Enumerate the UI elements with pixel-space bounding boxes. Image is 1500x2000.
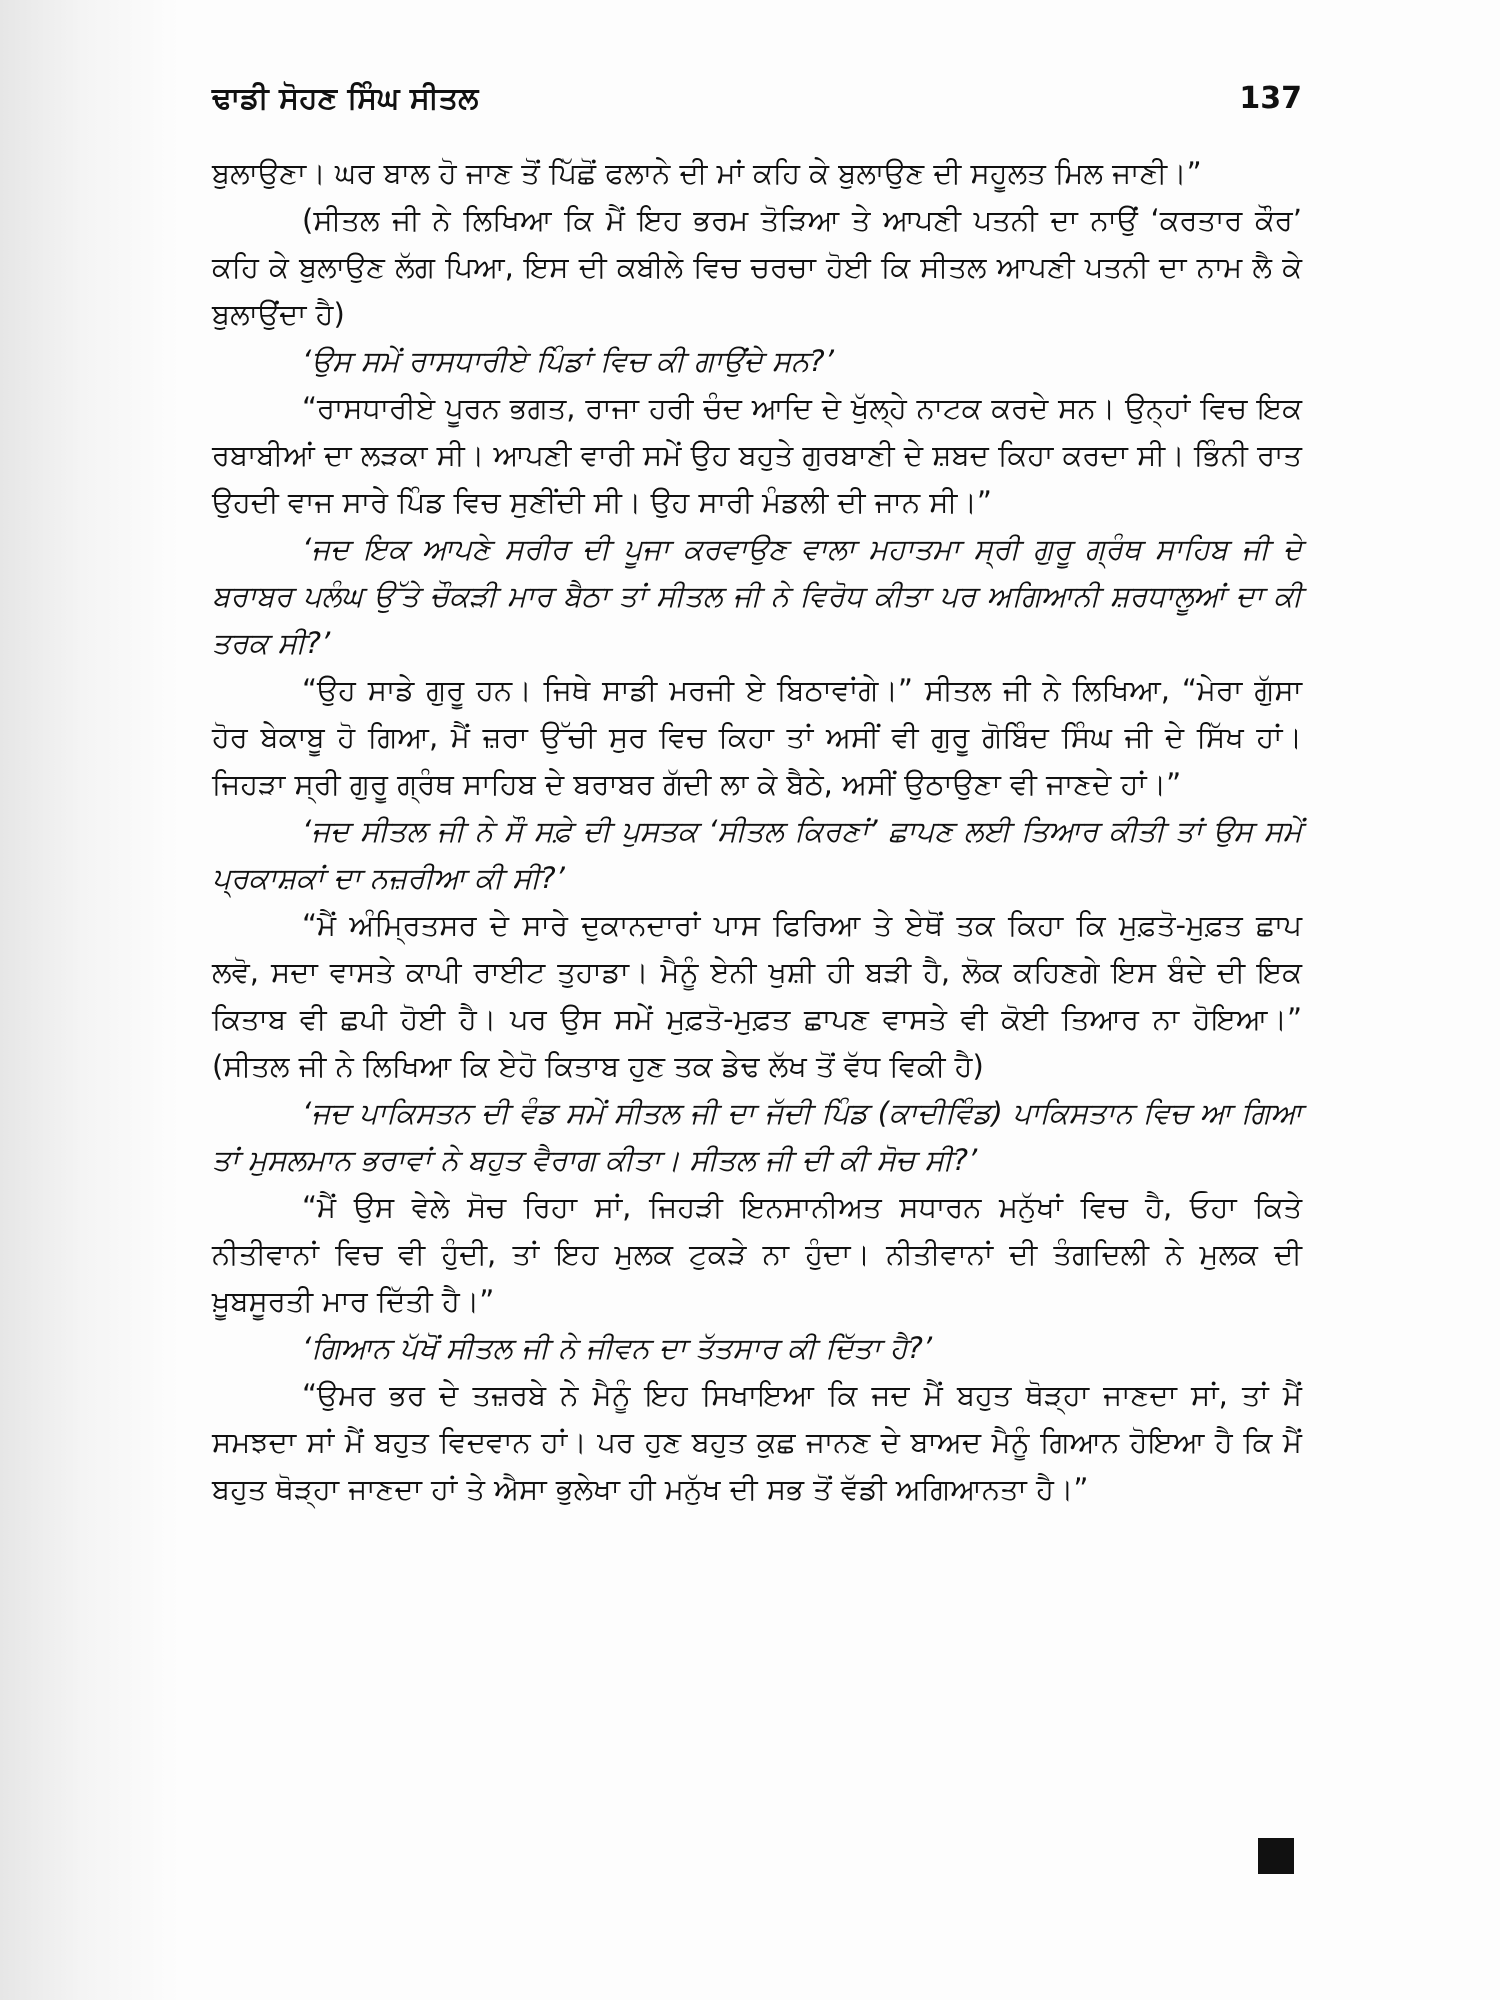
running-title: ਢਾਡੀ ਸੋਹਣ ਸਿੰਘ ਸੀਤਲ bbox=[212, 81, 479, 116]
paragraph-continuation: ਬੁਲਾਉਣਾ। ਘਰ ਬਾਲ ਹੋ ਜਾਣ ਤੋਂ ਪਿੱਛੋਂ ਫਲਾਨੇ ਦੀ ਮਾਂ ਕਹਿ ਕੇ ਬੁਲਾਉਣ ਦੀ ਸਹੂਲਤ ਮਿਲ ਜਾਣੀ।” bbox=[212, 156, 1202, 190]
answer-paragraph: “ਉਹ ਸਾਡੇ ਗੁਰੂ ਹਨ। ਜਿਥੇ ਸਾਡੀ ਮਰਜੀ ਏ ਬਿਠਾਵਾਂਗੇ।” ਸੀਤਲ ਜੀ ਨੇ ਲਿਖਿਆ, “ਮੇਰਾ ਗੁੱਸਾ ਹੋਰ ਬੇਕਾਬੂ ਹੋ ਗਿਆ, ਮੈਂ ਜ਼ਰਾ ਉੱਚੀ ਸੁਰ ਵਿਚ ਕਿਹਾ ਤਾਂ ਅਸੀਂ ਵੀ ਗੁਰੂ ਗੋਬਿੰਦ ਸਿੰਘ ਜੀ ਦੇ ਸਿੱਖ ਹਾਂ। ਜਿਹੜਾ ਸ੍ਰੀ ਗੁਰੂ ਗ੍ਰੰਥ ਸਾਹਿਬ ਦੇ ਬਰਾਬਰ ਗੱਦੀ ਲਾ ਕੇ ਬੈਠੇ, ਅਸੀਂ ਉਠਾਉਣਾ ਵੀ ਜਾਣਦੇ ਹਾਂ।” bbox=[212, 673, 1302, 801]
answer-paragraph: “ਉਮਰ ਭਰ ਦੇ ਤਜ਼ਰਬੇ ਨੇ ਮੈਨੂੰ ਇਹ ਸਿਖਾਇਆ ਕਿ ਜਦ ਮੈਂ ਬਹੁਤ ਥੋੜ੍ਹਾ ਜਾਣਦਾ ਸਾਂ, ਤਾਂ ਮੈਂ ਸਮਝਦਾ ਸਾਂ ਮੈਂ ਬਹੁਤ ਵਿਦਵਾਨ ਹਾਂ। ਪਰ ਹੁਣ ਬਹੁਤ ਕੁਛ ਜਾਨਣ ਦੇ ਬਾਅਦ ਮੈਨੂੰ ਗਿਆਨ ਹੋਇਆ ਹੈ ਕਿ ਮੈਂ ਬਹੁਤ ਥੋੜ੍ਹਾ ਜਾਣਦਾ ਹਾਂ ਤੇ ਐਸਾ ਭੁਲੇਖਾ ਹੀ ਮਨੁੱਖ ਦੀ ਸਭ ਤੋਂ ਵੱਡੀ ਅਗਿਆਨਤਾ ਹੈ।” bbox=[212, 1378, 1302, 1506]
paragraph-note: (ਸੀਤਲ ਜੀ ਨੇ ਲਿਖਿਆ ਕਿ ਮੈਂ ਇਹ ਭਰਮ ਤੋੜਿਆ ਤੇ ਆਪਣੀ ਪਤਨੀ ਦਾ ਨਾਉਂ ‘ਕਰਤਾਰ ਕੌਰ’ ਕਹਿ ਕੇ ਬੁਲਾਉਣ ਲੱਗ ਪਿਆ, ਇਸ ਦੀ ਕਬੀਲੇ ਵਿਚ ਚਰਚਾ ਹੋਈ ਕਿ ਸੀਤਲ ਆਪਣੀ ਪਤਨੀ ਦਾ ਨਾਮ ਲੈ ਕੇ ਬੁਲਾਉਂਦਾ ਹੈ) bbox=[212, 203, 1302, 331]
running-head bbox=[212, 74, 1302, 124]
question-paragraph: ‘ਜਦ ਇਕ ਆਪਣੇ ਸਰੀਰ ਦੀ ਪੂਜਾ ਕਰਵਾਉਣ ਵਾਲਾ ਮਹਾਤਮਾ ਸ੍ਰੀ ਗੁਰੂ ਗ੍ਰੰਥ ਸਾਹਿਬ ਜੀ ਦੇ ਬਰਾਬਰ ਪਲੰਘ ਉੱਤੇ ਚੌਕੜੀ ਮਾਰ ਬੈਠਾ ਤਾਂ ਸੀਤਲ ਜੀ ਨੇ ਵਿਰੋਧ ਕੀਤਾ ਪਰ ਅਗਿਆਨੀ ਸ਼ਰਧਾਲੂਆਂ ਦਾ ਕੀ ਤਰਕ ਸੀ?’ bbox=[212, 532, 1302, 660]
question-paragraph: ‘ਜਦ ਸੀਤਲ ਜੀ ਨੇ ਸੌ ਸਫ਼ੇ ਦੀ ਪੁਸਤਕ ‘ਸੀਤਲ ਕਿਰਣਾਂ’ ਛਾਪਣ ਲਈ ਤਿਆਰ ਕੀਤੀ ਤਾਂ ਉਸ ਸਮੇਂ ਪ੍ਰਕਾਸ਼ਕਾਂ ਦਾ ਨਜ਼ਰੀਆ ਕੀ ਸੀ?’ bbox=[212, 814, 1302, 895]
answer-paragraph: “ਮੈਂ ਅੰਮ੍ਰਿਤਸਰ ਦੇ ਸਾਰੇ ਦੁਕਾਨਦਾਰਾਂ ਪਾਸ ਫਿਰਿਆ ਤੇ ਏਥੋਂ ਤਕ ਕਿਹਾ ਕਿ ਮੁਫ਼ਤੋ-ਮੁਫ਼ਤ ਛਾਪ ਲਵੋ, ਸਦਾ ਵਾਸਤੇ ਕਾਪੀ ਰਾਈਟ ਤੁਹਾਡਾ। ਮੈਨੂੰ ਏਨੀ ਖੁਸ਼ੀ ਹੀ ਬੜੀ ਹੈ, ਲੋਕ ਕਹਿਣਗੇ ਇਸ ਬੰਦੇ ਦੀ ਇਕ ਕਿਤਾਬ ਵੀ ਛਪੀ ਹੋਈ ਹੈ। ਪਰ ਉਸ ਸਮੇਂ ਮੁਫ਼ਤੋ-ਮੁਫ਼ਤ ਛਾਪਣ ਵਾਸਤੇ ਵੀ ਕੋਈ ਤਿਆਰ ਨਾ ਹੋਇਆ।” (ਸੀਤਲ ਜੀ ਨੇ ਲਿਖਿਆ ਕਿ ਏਹੋ ਕਿਤਾਬ ਹੁਣ ਤਕ ਡੇਢ ਲੱਖ ਤੋਂ ਵੱਧ ਵਿਕੀ ਹੈ) bbox=[212, 908, 1302, 1083]
question-paragraph: ‘ਗਿਆਨ ਪੱਖੋਂ ਸੀਤਲ ਜੀ ਨੇ ਜੀਵਨ ਦਾ ਤੱਤਸਾਰ ਕੀ ਦਿੱਤਾ ਹੈ?’ bbox=[302, 1331, 933, 1365]
body-text bbox=[212, 150, 1302, 1513]
answer-paragraph: “ਰਾਸਧਾਰੀਏ ਪੂਰਨ ਭਗਤ, ਰਾਜਾ ਹਰੀ ਚੰਦ ਆਦਿ ਦੇ ਖੁੱਲ੍ਹੇ ਨਾਟਕ ਕਰਦੇ ਸਨ। ਉਨ੍ਹਾਂ ਵਿਚ ਇਕ ਰਬਾਬੀਆਂ ਦਾ ਲੜਕਾ ਸੀ। ਆਪਣੀ ਵਾਰੀ ਸਮੇਂ ਉਹ ਬਹੁਤੇ ਗੁਰਬਾਣੀ ਦੇ ਸ਼ਬਦ ਕਿਹਾ ਕਰਦਾ ਸੀ। ਭਿੰਨੀ ਰਾਤ ਉਹਦੀ ਵਾਜ ਸਾਰੇ ਪਿੰਡ ਵਿਚ ਸੁਣੀਂਦੀ ਸੀ। ਉਹ ਸਾਰੀ ਮੰਡਲੀ ਦੀ ਜਾਨ ਸੀ।” bbox=[212, 391, 1302, 519]
answer-paragraph: “ਮੈਂ ਉਸ ਵੇਲੇ ਸੋਚ ਰਿਹਾ ਸਾਂ, ਜਿਹੜੀ ਇਨਸਾਨੀਅਤ ਸਧਾਰਨ ਮਨੁੱਖਾਂ ਵਿਚ ਹੈ, ਓਹਾ ਕਿਤੇ ਨੀਤੀਵਾਨਾਂ ਵਿਚ ਵੀ ਹੁੰਦੀ, ਤਾਂ ਇਹ ਮੁਲਕ ਟੁਕੜੇ ਨਾ ਹੁੰਦਾ। ਨੀਤੀਵਾਨਾਂ ਦੀ ਤੰਗਦਿਲੀ ਨੇ ਮੁਲਕ ਦੀ ਖ਼ੂਬਸੂਰਤੀ ਮਾਰ ਦਿੱਤੀ ਹੈ।” bbox=[212, 1190, 1302, 1318]
page-number: 137 bbox=[1239, 81, 1302, 116]
end-of-article-mark bbox=[1258, 1838, 1294, 1874]
page-spine-shadow bbox=[0, 0, 180, 2000]
question-paragraph: ‘ਜਦ ਪਾਕਿਸਤਨ ਦੀ ਵੰਡ ਸਮੇਂ ਸੀਤਲ ਜੀ ਦਾ ਜੱਦੀ ਪਿੰਡ (ਕਾਦੀਵਿੰਡ) ਪਾਕਿਸਤਾਨ ਵਿਚ ਆ ਗਿਆ ਤਾਂ ਮੁਸਲਮਾਨ ਭਰਾਵਾਂ ਨੇ ਬਹੁਤ ਵੈਰਾਗ ਕੀਤਾ। ਸੀਤਲ ਜੀ ਦੀ ਕੀ ਸੋਚ ਸੀ?’ bbox=[212, 1096, 1302, 1177]
question-paragraph: ‘ਉਸ ਸਮੇਂ ਰਾਸਧਾਰੀਏ ਪਿੰਡਾਂ ਵਿਚ ਕੀ ਗਾਉਂਦੇ ਸਨ?’ bbox=[302, 344, 834, 378]
